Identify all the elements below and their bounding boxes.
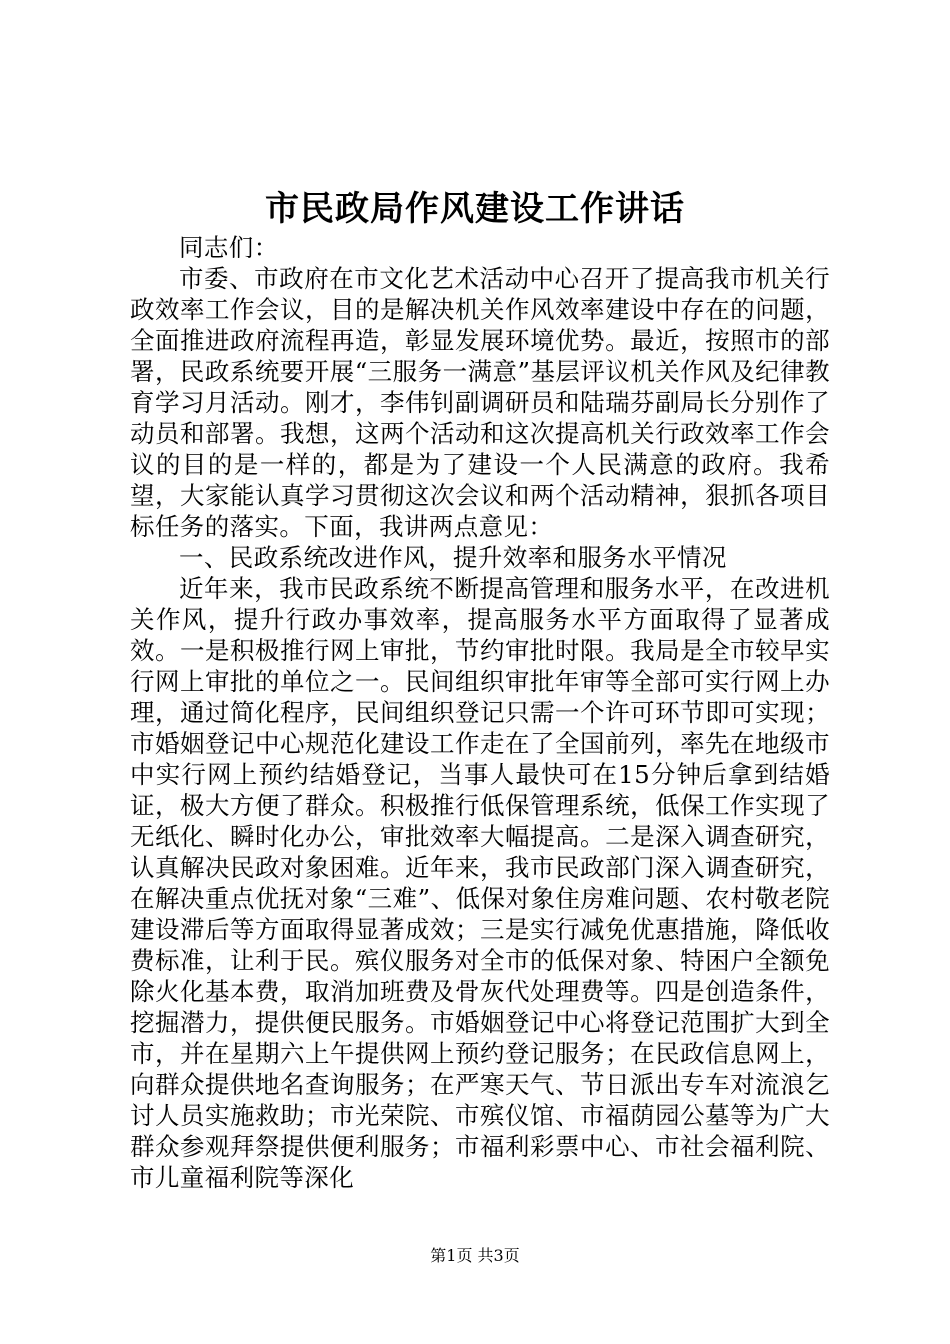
salutation: 同志们： bbox=[179, 233, 279, 262]
section-heading-1: 一、民政系统改进作风，提升效率和服务水平情况 bbox=[179, 543, 727, 572]
paragraph-intro: 市委、市政府在市文化艺术活动中心召开了提高我市机关行政效率工作会议，目的是解决机关作风效率建设中存在的问题，全面推进政府流程再造，彰显发展环境优势。最近，按照市的部署，民政系统要开展“三服务一满意”基层评议机关作风及纪律教育学习月活动。刚才，李伟钊副调研员和陆瑞芬副局长分别作了动员和部署。我想，这两个活动和这次提高机关行政效率工作会议的目的是一样的，都是为了建设一个人民满意的政府。我希望，大家能认真学习贯彻这次会议和两个活动精神，狠抓各项目标任务的落实。下面，我讲两点意见： bbox=[130, 264, 830, 541]
document-title: 市民政局作风建设工作讲话 bbox=[265, 189, 685, 229]
document-body bbox=[130, 232, 830, 1193]
paragraph-achievements: 近年来，我市民政系统不断提高管理和服务水平，在改进机关作风，提升行政办事效率，提高服务水平方面取得了显著成效。一是积极推行网上审批，节约审批时限。我局是全市较早实行网上审批的单位之一。民间组织审批年审等全部可实行网上办理，通过简化程序，民间组织登记只需一个许可环节即可实现；市婚姻登记中心规范化建设工作走在了全国前列，率先在地级市中实行网上预约结婚登记，当事人最快可在15分钟后拿到结婚证，极大方便了群众。积极推行低保管理系统，低保工作实现了无纸化、瞬时化办公，审批效率大幅提高。二是深入调查研究，认真解决民政对象困难。近年来，我市民政部门深入调查研究，在解决重点优抚对象“三难”、低保对象住房难问题、农村敬老院建设滞后等方面取得显著成效；三是实行减免优惠措施，降低收费标准，让利于民。殡仪服务对全市的低保对象、特困户全额免除火化基本费，取消加班费及骨灰代处理费等。四是创造条件，挖掘潜力，提供便民服务。市婚姻登记中心将登记范围扩大到全市，并在星期六上午提供网上预约登记服务；在民政信息网上，向群众提供地名查询服务；在严寒天气、节日派出专车对流浪乞讨人员实施救助；市光荣院、市殡仪馆、市福荫园公墓等为广大群众参观拜祭提供便利服务；市福利彩票中心、市社会福利院、市儿童福利院等深化 bbox=[130, 574, 830, 1192]
page-footer: 第1页 共3页 bbox=[430, 1246, 520, 1265]
